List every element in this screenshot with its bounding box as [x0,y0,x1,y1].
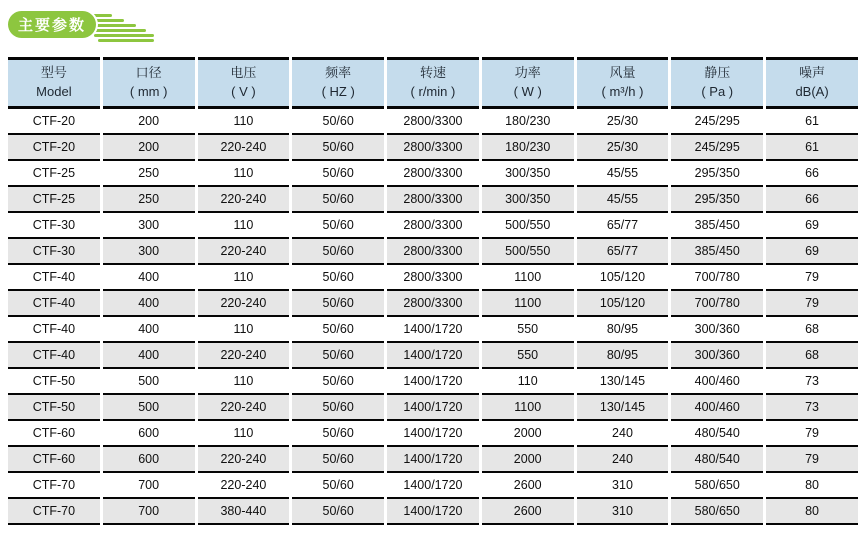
table-cell: 2600 [482,499,574,525]
table-row [8,213,858,239]
table-cell: 50/60 [292,421,384,447]
table-cell: 2800/3300 [387,239,479,265]
table-cell: 240 [577,447,669,473]
table-cell: 80/95 [577,343,669,369]
table-cell: 385/450 [671,239,763,265]
table-cell: 400 [103,317,195,343]
column-header [577,57,669,109]
table-cell: 110 [198,369,290,395]
table-cell: 50/60 [292,239,384,265]
table-row [8,473,858,499]
table-cell: 2800/3300 [387,187,479,213]
table-row [8,343,858,369]
table-cell: 65/77 [577,239,669,265]
table-cell: 50/60 [292,343,384,369]
table-cell: 250 [103,187,195,213]
table-cell: 220-240 [198,239,290,265]
table-row [8,317,858,343]
table-cell: CTF-40 [8,343,100,369]
table-cell: 1400/1720 [387,369,479,395]
table-cell: 1100 [482,291,574,317]
table-cell: CTF-40 [8,265,100,291]
table-cell: 2600 [482,473,574,499]
table-cell: 500/550 [482,239,574,265]
table-cell: 220-240 [198,291,290,317]
table-cell: 700 [103,473,195,499]
table-row [8,265,858,291]
table-cell: 80 [766,499,858,525]
table-cell: 25/30 [577,135,669,161]
table-row [8,421,858,447]
column-header [103,57,195,109]
table-cell: 2000 [482,421,574,447]
table-row [8,447,858,473]
table-cell: 50/60 [292,291,384,317]
table-cell: 110 [482,369,574,395]
table-cell: 220-240 [198,395,290,421]
table-cell: 2800/3300 [387,265,479,291]
page-title: 主要参数 [8,11,96,38]
table-cell: 600 [103,447,195,473]
column-header-unit: dB(A) [795,84,829,99]
table-cell: 73 [766,369,858,395]
table-cell: 69 [766,213,858,239]
table-row [8,135,858,161]
table-cell: 300/350 [482,187,574,213]
table-cell: CTF-60 [8,421,100,447]
table-cell: 50/60 [292,395,384,421]
column-header-title: 频率 [325,65,352,81]
table-cell: 110 [198,421,290,447]
table-cell: 250 [103,161,195,187]
table-cell: 245/295 [671,109,763,135]
table-row [8,109,858,135]
table-cell: 2800/3300 [387,291,479,317]
table-cell: 1400/1720 [387,473,479,499]
table-row [8,291,858,317]
table-cell: 580/650 [671,499,763,525]
table-cell: 1400/1720 [387,395,479,421]
table-cell: 700/780 [671,291,763,317]
table-cell: 180/230 [482,135,574,161]
table-cell: 385/450 [671,213,763,239]
table-cell: 300/350 [482,161,574,187]
table-cell: 180/230 [482,109,574,135]
table-cell: 400/460 [671,395,763,421]
table-cell: 295/350 [671,187,763,213]
table-cell: CTF-25 [8,187,100,213]
table-cell: 1400/1720 [387,447,479,473]
table-cell: 130/145 [577,395,669,421]
table-cell: 245/295 [671,135,763,161]
table-cell: CTF-25 [8,161,100,187]
table-cell: 310 [577,499,669,525]
table-cell: 45/55 [577,187,669,213]
column-header [8,57,100,109]
table-cell: 73 [766,395,858,421]
column-header-title: 型号 [40,65,67,81]
column-header-title: 静压 [704,65,731,81]
table-cell: 500 [103,369,195,395]
table-cell: 1400/1720 [387,317,479,343]
table-cell: 110 [198,213,290,239]
table-cell: 69 [766,239,858,265]
table-cell: 50/60 [292,447,384,473]
table-cell: 580/650 [671,473,763,499]
table-cell: 480/540 [671,421,763,447]
table-cell: 480/540 [671,447,763,473]
table-cell: 50/60 [292,187,384,213]
column-header-unit: ( r/min ) [410,84,456,99]
column-header-unit: ( V ) [231,84,256,99]
table-cell: 1100 [482,395,574,421]
table-cell: 45/55 [577,161,669,187]
table-cell: 130/145 [577,369,669,395]
table-cell: 220-240 [198,187,290,213]
table-cell: 300 [103,213,195,239]
table-cell: 79 [766,265,858,291]
table-cell: 400 [103,343,195,369]
table-cell: 2000 [482,447,574,473]
column-header-unit: ( mm ) [129,84,168,99]
table-cell: 220-240 [198,447,290,473]
table-cell: 2800/3300 [387,109,479,135]
table-cell: CTF-30 [8,239,100,265]
table-cell: 50/60 [292,499,384,525]
table-cell: 105/120 [577,265,669,291]
table-cell: 110 [198,265,290,291]
table-cell: 68 [766,317,858,343]
table-cell: 2800/3300 [387,135,479,161]
table-cell: CTF-30 [8,213,100,239]
table-cell: 50/60 [292,369,384,395]
table-cell: 300 [103,239,195,265]
column-header-unit: ( Pa ) [701,84,734,99]
table-cell: 65/77 [577,213,669,239]
table-cell: 400/460 [671,369,763,395]
column-header [387,57,479,109]
table-row [8,187,858,213]
table-cell: 220-240 [198,135,290,161]
column-header-title: 电压 [230,65,257,81]
table-header-row [8,57,858,109]
table-cell: 1400/1720 [387,421,479,447]
column-header-title: 噪声 [799,65,826,81]
table-body [8,109,858,525]
table-row [8,161,858,187]
column-header-title: 风量 [609,65,636,81]
table-cell: 25/30 [577,109,669,135]
table-row [8,369,858,395]
table-cell: 50/60 [292,265,384,291]
table-cell: 240 [577,421,669,447]
table-cell: 79 [766,447,858,473]
column-header-unit: ( W ) [513,84,542,99]
column-header [482,57,574,109]
table-cell: CTF-60 [8,447,100,473]
table-cell: CTF-20 [8,135,100,161]
table-cell: 68 [766,343,858,369]
table-cell: CTF-70 [8,473,100,499]
column-header [292,57,384,109]
column-header-title: 口径 [135,65,162,81]
table-cell: 200 [103,109,195,135]
table-cell: 79 [766,291,858,317]
speed-line-decoration [94,34,154,37]
table-cell: CTF-50 [8,369,100,395]
table-cell: 61 [766,109,858,135]
table-cell: 700 [103,499,195,525]
table-cell: 500 [103,395,195,421]
table-cell: 1400/1720 [387,499,479,525]
table-cell: 79 [766,421,858,447]
column-header [766,57,858,109]
table-cell: 50/60 [292,161,384,187]
table-row [8,239,858,265]
table-cell: 400 [103,291,195,317]
table-cell: 1400/1720 [387,343,479,369]
table-cell: 50/60 [292,135,384,161]
table-cell: 700/780 [671,265,763,291]
table-cell: 380-440 [198,499,290,525]
table-cell: 2800/3300 [387,213,479,239]
table-cell: 220-240 [198,473,290,499]
table-cell: 110 [198,109,290,135]
column-header-unit: ( m³/h ) [601,84,644,99]
table-cell: 105/120 [577,291,669,317]
table-cell: 110 [198,317,290,343]
table-cell: CTF-40 [8,317,100,343]
column-header-title: 功率 [514,65,541,81]
column-header [198,57,290,109]
table-cell: 66 [766,161,858,187]
column-header [671,57,763,109]
column-header-unit: ( HZ ) [321,84,355,99]
speed-line-decoration [98,39,154,42]
table-cell: CTF-70 [8,499,100,525]
table-cell: 80/95 [577,317,669,343]
speed-line-decoration [90,29,146,32]
table-cell: 50/60 [292,317,384,343]
table-cell: 66 [766,187,858,213]
table-cell: 50/60 [292,109,384,135]
table-cell: 2800/3300 [387,161,479,187]
table-cell: 80 [766,473,858,499]
table-row [8,499,858,525]
table-cell: 110 [198,161,290,187]
table-cell: 1100 [482,265,574,291]
table-cell: 550 [482,317,574,343]
table-cell: CTF-40 [8,291,100,317]
table-cell: 295/350 [671,161,763,187]
section-title-badge [8,9,178,47]
table-cell: 300/360 [671,317,763,343]
table-cell: 400 [103,265,195,291]
table-cell: 300/360 [671,343,763,369]
table-cell: 200 [103,135,195,161]
table-cell: 61 [766,135,858,161]
table-cell: 310 [577,473,669,499]
table-cell: 500/550 [482,213,574,239]
table-cell: 600 [103,421,195,447]
table-row [8,395,858,421]
table-cell: 50/60 [292,213,384,239]
table-cell: 50/60 [292,473,384,499]
column-header-unit: Model [36,84,72,99]
table-cell: 220-240 [198,343,290,369]
table-cell: 550 [482,343,574,369]
column-header-title: 转速 [419,65,446,81]
parameters-table [5,57,861,525]
table-cell: CTF-20 [8,109,100,135]
table-cell: CTF-50 [8,395,100,421]
